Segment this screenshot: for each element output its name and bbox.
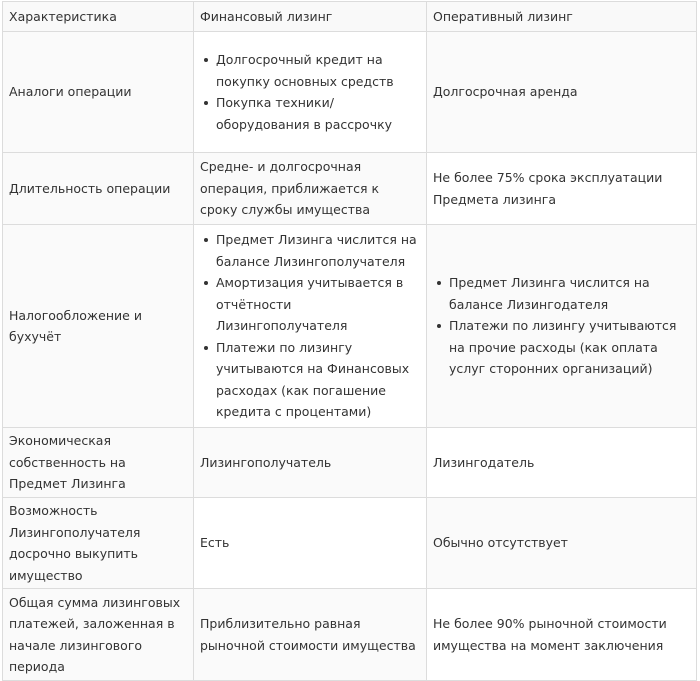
operating-cell: Не более 90% рыночной стоимости имущества на момент заключения	[427, 589, 697, 681]
list-item-text: Предмет Лизинга числится на балансе Лизингодателя	[449, 275, 650, 312]
bullet-icon	[437, 281, 441, 285]
financial-cell	[194, 32, 427, 153]
header-financial-leasing: Финансовый лизинг	[194, 2, 427, 32]
bullet-list	[200, 49, 420, 135]
operating-cell	[427, 225, 697, 428]
leasing-comparison-table	[2, 1, 697, 681]
financial-cell	[194, 225, 427, 428]
bullet-icon	[437, 324, 441, 328]
table-header-row	[3, 2, 697, 32]
list-item-text: Платежи по лизингу учитываются на прочие расходы (как оплата услуг сторонних организаций)	[449, 318, 677, 377]
operating-cell: Долгосрочная аренда	[427, 32, 697, 153]
header-operating-leasing: Оперативный лизинг	[427, 2, 697, 32]
list-item	[449, 315, 690, 380]
row-label: Общая сумма лизинговых платежей, заложенная в начале лизингового периода	[3, 589, 194, 681]
list-item-text: Покупка техники/оборудования в рассрочку	[216, 95, 393, 132]
operating-cell: Не более 75% срока эксплуатации Предмета лизинга	[427, 153, 697, 225]
financial-cell: Средне- и долгосрочная операция, приближается к сроку службы имущества	[194, 153, 427, 225]
row-label: Экономическая собственность на Предмет Лизинга	[3, 428, 194, 498]
bullet-icon	[204, 238, 208, 242]
bullet-icon	[204, 346, 208, 350]
list-item	[449, 272, 690, 315]
bullet-list	[433, 272, 690, 380]
row-label: Аналоги операции	[3, 32, 194, 153]
financial-cell: Приблизительно равная рыночной стоимости имущества	[194, 589, 427, 681]
bullet-icon	[204, 281, 208, 285]
header-characteristic: Характеристика	[3, 2, 194, 32]
table-row	[3, 498, 697, 589]
bullet-icon	[204, 58, 208, 62]
list-item-text: Долгосрочный кредит на покупку основных средств	[216, 52, 394, 89]
table-row	[3, 32, 697, 153]
bullet-list	[200, 229, 420, 423]
operating-cell: Обычно отсутствует	[427, 498, 697, 589]
table-row	[3, 153, 697, 225]
list-item-text: Платежи по лизингу учитываются на Финансовых расходах (как погашение кредита с процентами)	[216, 339, 410, 420]
list-item	[216, 337, 420, 423]
table-row	[3, 589, 697, 681]
operating-cell: Лизингодатель	[427, 428, 697, 498]
table-row	[3, 225, 697, 428]
bullet-icon	[204, 101, 208, 105]
financial-cell: Есть	[194, 498, 427, 589]
list-item-text: Предмет Лизинга числится на балансе Лизингополучателя	[216, 232, 417, 269]
list-item	[216, 272, 420, 337]
list-item	[216, 229, 420, 272]
list-item-text: Амортизация учитывается в отчётности Лизингополучателя	[216, 275, 404, 334]
table-row	[3, 428, 697, 498]
financial-cell: Лизингополучатель	[194, 428, 427, 498]
list-item	[216, 92, 420, 135]
row-label: Возможность Лизингополучателя досрочно выкупить имущество	[3, 498, 194, 589]
row-label: Длительность операции	[3, 153, 194, 225]
list-item	[216, 49, 420, 92]
row-label: Налогообложение и бухучёт	[3, 225, 194, 428]
